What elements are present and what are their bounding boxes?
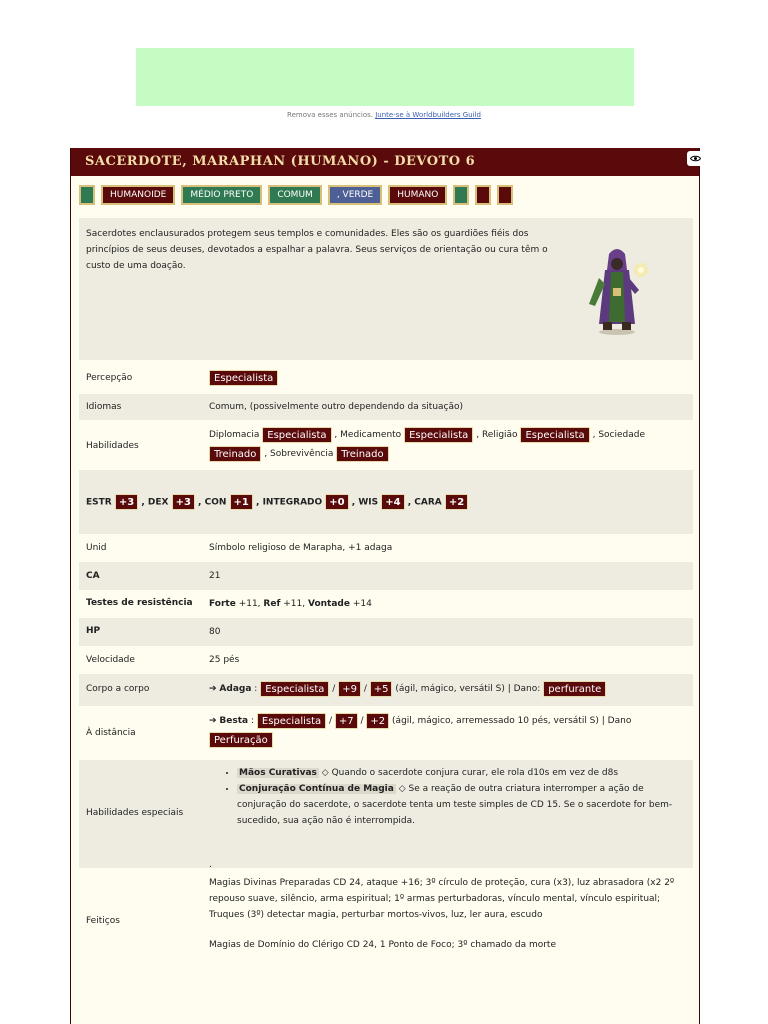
proficiency-badge[interactable]: Especialista <box>257 713 326 729</box>
ability-name: WIS <box>358 497 379 508</box>
damage-type[interactable]: Perfuração <box>209 732 273 748</box>
trait-tag-comum[interactable]: COMUM <box>268 185 322 205</box>
percepcao-value <box>209 369 687 388</box>
row-ability-scores <box>79 470 693 534</box>
ca-label: CA <box>86 571 100 581</box>
separator: , <box>334 430 338 440</box>
habilidades-value <box>209 426 687 464</box>
spells-divine: Magias Divinas Preparadas CD 24, ataque +16; 3º círculo de proteção, cura (x3), luz abrasadora (x2 2º repouso suave, silêncio, arma espiritual; 1º armas perturbadoras, vínculo mental, vínculo espiritual; Truques (3º) detectar magia, perturbar mortos-vivos, luz, ler aura, escudo <box>209 878 675 920</box>
ability-name: CARA <box>414 497 442 508</box>
ability-name: ESTR <box>86 497 112 508</box>
trailing-dot: . <box>209 860 212 870</box>
feiticos-value <box>209 875 687 953</box>
testes-label: Testes de resistência <box>86 598 193 608</box>
skill-name: Medicamento <box>340 430 402 440</box>
trait-tag[interactable] <box>475 185 491 205</box>
eye-icon[interactable] <box>687 151 704 166</box>
ability-modifier[interactable]: +2 <box>445 494 468 510</box>
velocidade-label: Velocidade <box>86 655 135 665</box>
habilidades-label: Habilidades <box>86 441 139 451</box>
percepcao-label: Percepção <box>86 373 133 383</box>
proficiency-badge[interactable]: Especialista <box>262 427 331 443</box>
save-value: +11, <box>238 599 261 609</box>
special-ability-text: Quando o sacerdote conjura curar, ele rola d10s em vez de d8s <box>331 768 619 778</box>
skill-name: Religião <box>481 430 518 440</box>
row-corpo-a-corpo <box>79 674 693 706</box>
attack-bonus[interactable]: +5 <box>370 681 393 697</box>
ability-name: DEX <box>147 497 169 508</box>
attack-bonus[interactable]: +9 <box>338 681 361 697</box>
special-ability <box>237 765 687 781</box>
priest-portrait <box>581 244 653 336</box>
row-idiomas <box>79 394 693 420</box>
trait-tag[interactable] <box>79 185 95 205</box>
trait-tags <box>79 185 513 205</box>
separator: , <box>264 449 268 459</box>
trait-tag-humano[interactable]: HUMANO <box>388 185 447 205</box>
ability-modifier[interactable]: +3 <box>115 494 138 510</box>
corpo-label: Corpo a corpo <box>86 684 150 694</box>
ad-banner[interactable] <box>136 48 634 106</box>
proficiency-badge[interactable]: Especialista <box>209 370 278 386</box>
ca-value: 21 <box>209 571 221 581</box>
distancia-label: À distância <box>86 728 136 738</box>
weapon-traits: (ágil, mágico, arremessado 10 pés, versátil S) | Dano <box>392 716 632 726</box>
ability-modifier[interactable]: +4 <box>381 494 404 510</box>
special-ability <box>237 781 687 829</box>
unid-label: Unid <box>86 543 107 553</box>
proficiency-badge[interactable]: Treinado <box>336 446 388 462</box>
row-percepcao <box>79 364 693 394</box>
proficiency-badge[interactable]: Treinado <box>209 446 261 462</box>
row-hp <box>79 618 693 646</box>
save-name: Forte <box>209 599 236 609</box>
skill-name: Diplomacia <box>209 430 260 440</box>
ability-name: CON <box>204 497 227 508</box>
row-habilidades <box>79 420 693 470</box>
weapon-name[interactable]: Besta <box>219 716 249 726</box>
ability-modifier[interactable]: +1 <box>230 494 253 510</box>
trait-tag[interactable] <box>453 185 469 205</box>
ability-name: INTEGRADO <box>262 497 323 508</box>
action-icon: ➔ <box>209 716 217 726</box>
row-feiticos <box>79 870 693 1020</box>
testes-value <box>209 595 687 614</box>
join-guild-link[interactable]: Junte-se à Worldbuilders Guild <box>375 111 481 119</box>
save-value: +11, <box>283 599 306 609</box>
row-habilidades-especiais <box>79 760 693 868</box>
weapon-name[interactable]: Adaga <box>219 684 252 694</box>
ability-scores: ESTR +3 , DEX +3 , CON +1 , INTEGRADO +0 , WIS +4 , CARA +2 <box>86 494 468 510</box>
hp-label: HP <box>86 626 101 636</box>
proficiency-badge[interactable]: Especialista <box>520 427 589 443</box>
special-ability-name[interactable]: Conjuração Contínua de Magia <box>239 784 394 794</box>
special-ability-text: Se a reação de outra criatura interromper a ação de conjuração do sacerdote, o sacerdote tenta um teste simples de CD 15. Se o sacerdote for bem-sucedido, sua ação não é interrompida. <box>237 784 673 826</box>
idiomas-value: Comum, (possivelmente outro dependendo da situação) <box>209 402 464 412</box>
stat-block-card <box>70 148 700 1024</box>
free-action-icon: ◇ <box>321 768 329 778</box>
attack-bonus[interactable]: +2 <box>366 713 389 729</box>
especiais-value <box>209 765 687 873</box>
idiomas-label: Idiomas <box>86 402 122 412</box>
creature-title: SACERDOTE, MARAPHAN (HUMANO) - DEVOTO 6 <box>85 154 476 169</box>
row-ca <box>79 562 693 590</box>
save-name: Vontade <box>307 599 350 609</box>
spells-domain: Magias de Domínio do Clérigo CD 24, 1 Ponto de Foco; 3º chamado da morte <box>209 940 556 950</box>
distancia-value: ➔ Besta : Especialista / +7 / +2 (ágil, mágico, arremessado 10 pés, versátil S) | Dano Perfuração <box>209 712 687 750</box>
trait-tag[interactable] <box>497 185 513 205</box>
row-velocidade <box>79 646 693 674</box>
corpo-value: ➔ Adaga : Especialista / +9 / +5 (ágil, mágico, versátil S) | Dano: perfurante <box>209 680 687 699</box>
trait-tag-verde[interactable]: , VERDE <box>328 185 382 205</box>
card-header <box>71 148 699 176</box>
skill-name: Sociedade <box>598 430 645 440</box>
separator: , <box>476 430 480 440</box>
row-a-distancia <box>79 706 693 756</box>
trait-tag-medio-preto[interactable]: MÉDIO PRETO <box>181 185 262 205</box>
trait-tag-humanoide[interactable]: HUMANOIDE <box>101 185 175 205</box>
unid-value: Símbolo religioso de Marapha, +1 adaga <box>209 543 393 553</box>
especiais-label: Habilidades especiais <box>86 808 184 818</box>
proficiency-badge[interactable]: Especialista <box>404 427 473 443</box>
special-ability-name[interactable]: Mãos Curativas <box>239 768 317 778</box>
proficiency-badge[interactable]: Especialista <box>260 681 329 697</box>
save-name: Ref <box>263 599 281 609</box>
weapon-traits: (ágil, mágico, versátil S) | Dano: <box>395 684 541 694</box>
row-testes <box>79 590 693 618</box>
feiticos-label: Feitiços <box>86 916 120 926</box>
creature-description: Sacerdotes enclausurados protegem seus templos e comunidades. Eles são os guardiões fiéis dos princípios de seus deuses, devotados a espalhar a palavra. Seus serviços de orientação ou cura têm o custo de uma doação. <box>86 229 548 271</box>
separator: , <box>592 430 596 440</box>
attack-bonus[interactable]: +7 <box>335 713 358 729</box>
ability-modifier[interactable]: +0 <box>325 494 348 510</box>
description-block <box>79 218 693 360</box>
special-abilities-list <box>209 765 687 829</box>
ability-modifier[interactable]: +3 <box>172 494 195 510</box>
skill-name: Sobrevivência <box>270 449 334 459</box>
damage-type[interactable]: perfurante <box>543 681 606 697</box>
row-unid <box>79 534 693 562</box>
hp-value: 80 <box>209 627 221 637</box>
save-value: +14 <box>352 599 372 609</box>
ad-remove-text: Remova esses anúncios. <box>287 111 373 119</box>
ad-remove-notice <box>0 111 768 119</box>
reaction-icon: ◇ <box>398 784 406 794</box>
velocidade-value: 25 pés <box>209 655 240 665</box>
action-icon: ➔ <box>209 684 217 694</box>
